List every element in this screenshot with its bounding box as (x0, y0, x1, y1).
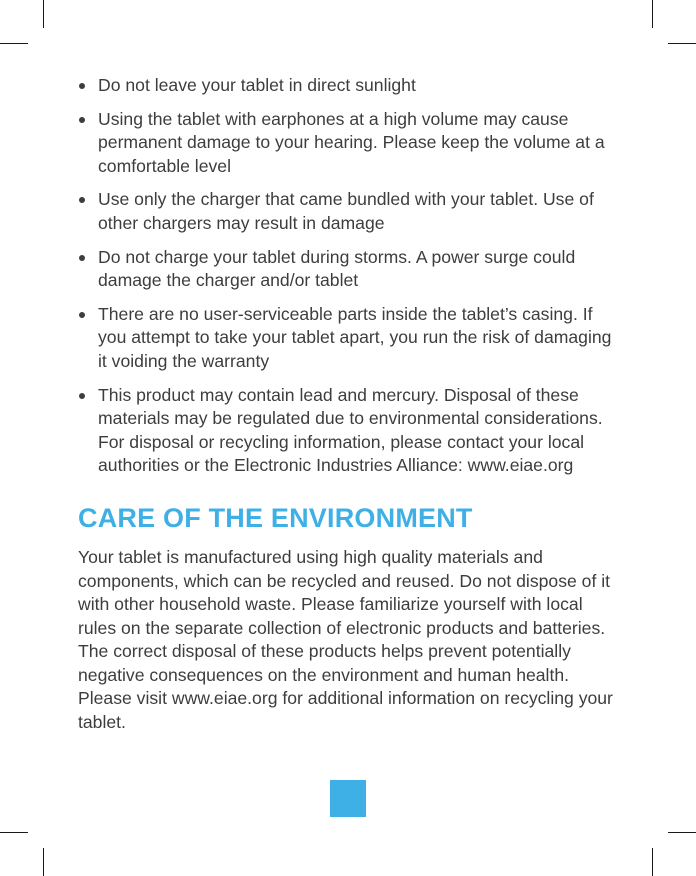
bullet-text: Do not leave your tablet in direct sunlight (98, 75, 416, 95)
safety-bullet-list (78, 74, 623, 478)
list-item (78, 108, 623, 179)
list-item (78, 303, 623, 374)
crop-mark-top-right-vertical (652, 0, 653, 28)
crop-mark-top-left-vertical (43, 0, 44, 28)
bullet-text: This product may contain lead and mercury. Disposal of these materials may be regulated due to environmental considerations. For disposal or recycling information, please contact your local authorities or the Electronic Industries Alliance: www.eiae.org (98, 384, 603, 476)
list-item (78, 188, 623, 235)
crop-mark-bottom-left-horizontal (0, 832, 28, 833)
crop-mark-bottom-right-horizontal (668, 832, 696, 833)
bullet-text: Do not charge your tablet during storms. A power surge could damage the charger and/or tablet (98, 246, 576, 291)
section-body-text: Your tablet is manufactured using high quality materials and components, which can be recycled and reused. Do not dispose of it with other household waste. Please familiarize yourself with local rules on the separate collection of electronic products and batteries. The correct disposal of these products helps prevent potentially negative consequences on the environment and human health. Please visit www.eiae.org for additional information on recycling your tablet. (78, 546, 613, 733)
crop-mark-top-left-horizontal (0, 43, 28, 44)
section-heading: CARE OF THE ENVIRONMENT (78, 502, 473, 533)
bullet-text: Using the tablet with earphones at a high volume may cause permanent damage to your hearing. Please keep the volume at a comfortable level (98, 108, 605, 176)
bullet-dot-icon (79, 117, 85, 123)
bullet-dot-icon (79, 83, 85, 89)
bullet-dot-icon (79, 393, 85, 399)
crop-mark-bottom-left-vertical (43, 848, 44, 876)
page-content (78, 74, 623, 735)
list-item (78, 384, 623, 478)
bullet-dot-icon (79, 197, 85, 203)
list-item (78, 246, 623, 293)
bullet-text: Use only the charger that came bundled with your tablet. Use of other chargers may result in damage (98, 189, 594, 233)
bullet-dot-icon (79, 255, 85, 261)
page-tab-marker (330, 780, 366, 817)
crop-mark-bottom-right-vertical (652, 848, 653, 876)
list-item (78, 74, 623, 98)
bullet-text: There are no user-serviceable parts inside the tablet’s casing. If you attempt to take your tablet apart, you run the risk of damaging it voiding the warranty (98, 303, 612, 371)
bullet-dot-icon (79, 312, 85, 318)
crop-mark-top-right-horizontal (668, 43, 696, 44)
